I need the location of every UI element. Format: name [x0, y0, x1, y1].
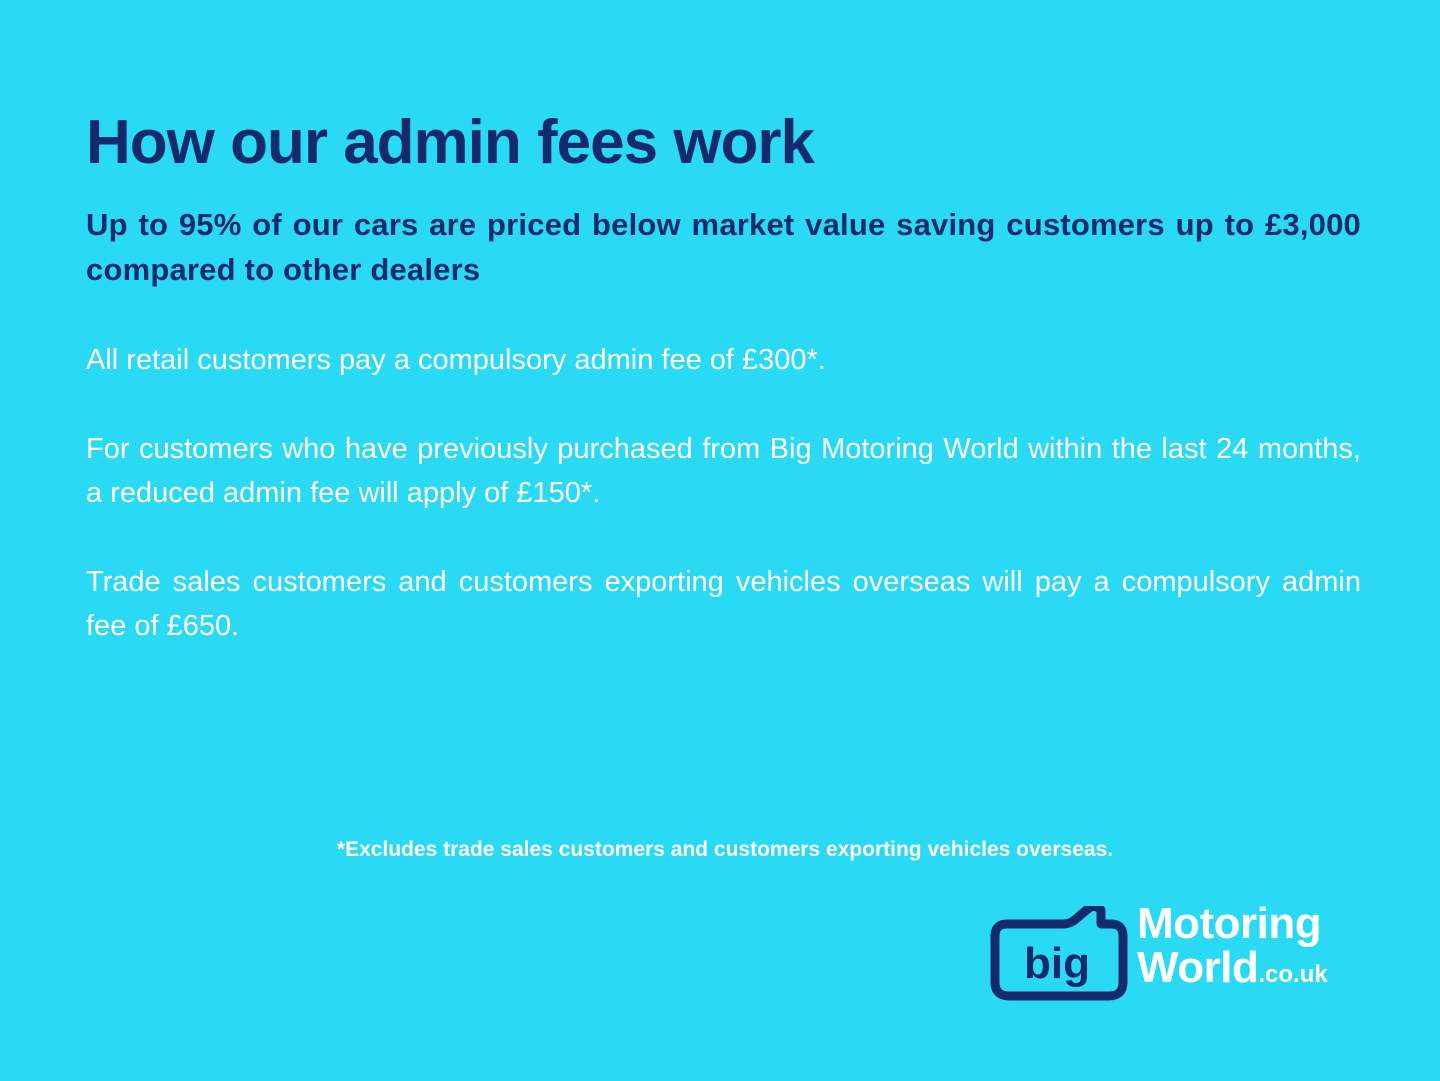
big-logo-mark-label	[1130, 906, 1131, 907]
logo	[985, 898, 1370, 1018]
slide-content	[86, 110, 1364, 694]
footnote-text: *Excludes trade sales customers and customers exporting vehicles overseas.	[336, 838, 1114, 861]
logo-word-motoring: Motoring	[1137, 899, 1322, 948]
logo-wordmark	[1137, 899, 1372, 992]
svg-text:big: big	[1024, 939, 1090, 988]
paragraph-trade-export-fee: Trade sales customers and customers exporting vehicles overseas will pay a compulsory admin fee of £650.	[86, 566, 1361, 642]
logo-tld: .co.uk	[1258, 961, 1328, 988]
page-title: How our admin fees work	[86, 108, 815, 177]
paragraph-returning-customer-fee: For customers who have previously purchased from Big Motoring World within the last 24 months, a reduced admin fee will apply of £150*.	[86, 433, 1361, 509]
subtitle-text: Up to 95% of our cars are priced below market value saving customers up to £3,000 compared to other dealers	[86, 207, 1361, 288]
big-logo-mark-icon	[985, 906, 1130, 1006]
paragraph-retail-fee: All retail customers pay a compulsory admin fee of £300*.	[86, 343, 826, 376]
logo-word-world: World	[1137, 943, 1259, 992]
